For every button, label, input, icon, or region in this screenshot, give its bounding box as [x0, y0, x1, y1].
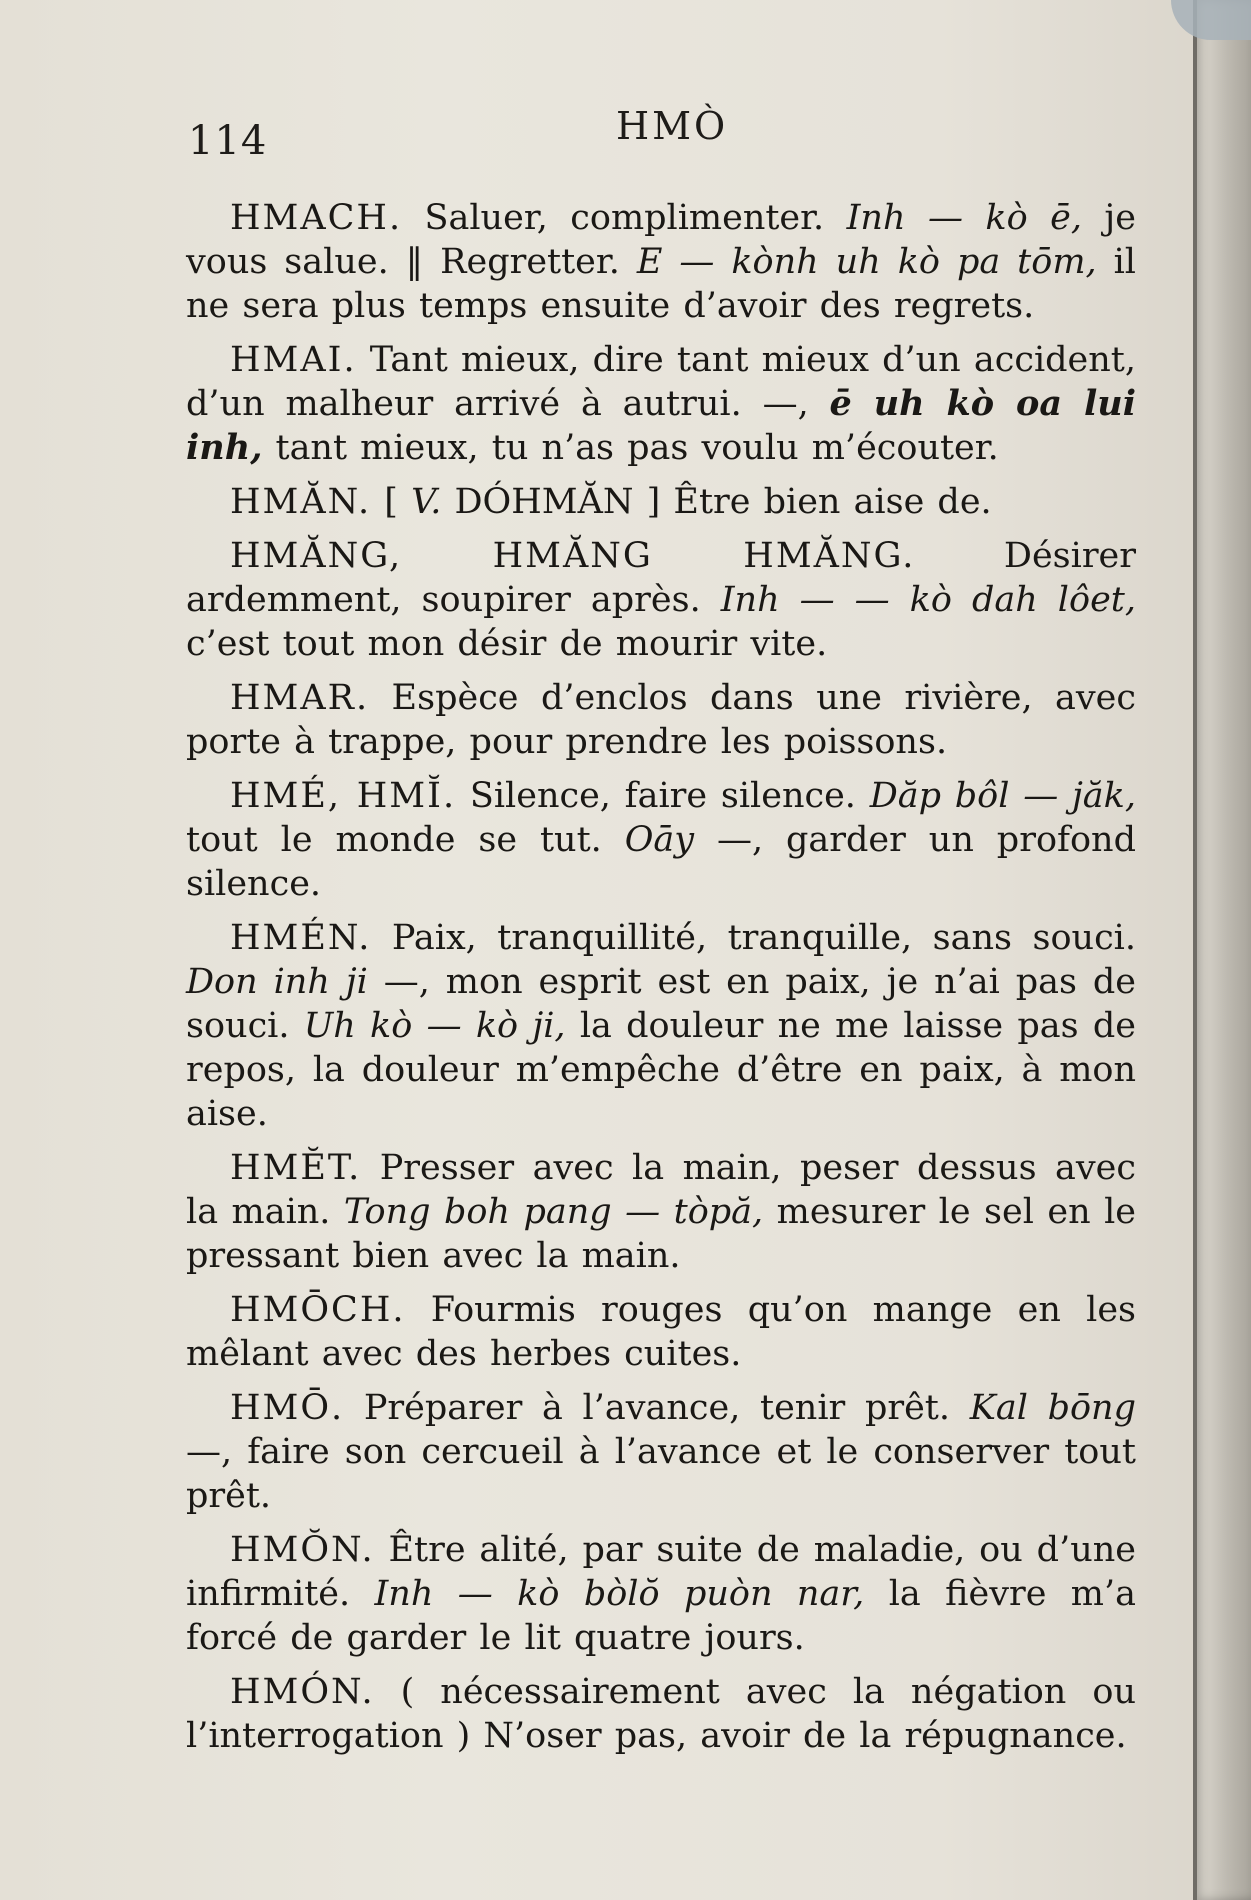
dictionary-entry — [186, 480, 1136, 524]
entry-example-text: Inh — kò ē, — [846, 198, 1082, 238]
entry-example-text: Uh kò — kò ji, — [303, 1006, 566, 1046]
entry-definition-text: Paix, tranquillité, tranquille, sans souci. — [371, 918, 1136, 958]
entry-headword: HMAI. — [230, 340, 357, 380]
entry-definition-text: la fièvre m’a forcé de garder le lit quatre jours. — [186, 1574, 1136, 1658]
entry-definition-text: tout le monde se tut. — [186, 820, 625, 860]
entry-definition-text: —, faire son cercueil à l’avance et le conserver tout prêt. — [186, 1432, 1136, 1516]
entry-definition-text: tant mieux, tu n’as pas voulu m’écouter. — [262, 428, 999, 468]
entry-headword: HMŎN. — [230, 1530, 375, 1570]
entry-definition-text: DÓHMĂN ] Être bien aise de. — [441, 482, 992, 522]
entry-headword: HMĂN. — [230, 482, 372, 522]
entry-example-text: Tong boh pang — tòpă, — [343, 1192, 764, 1232]
entry-definition-text: la douleur ne me laisse pas de repos, la douleur m’empêche d’être en paix, à mon aise. — [186, 1006, 1136, 1134]
dictionary-entry — [186, 676, 1136, 764]
dictionary-entry — [186, 1528, 1136, 1660]
entry-definition-text: Être alité, par suite de maladie, ou d’une infirmité. — [186, 1530, 1136, 1614]
dictionary-entry — [186, 1288, 1136, 1376]
page-number: 114 — [188, 118, 268, 164]
dictionary-entry — [186, 774, 1136, 906]
entry-example-text: Inh — kò bòlŏ puòn nar, — [374, 1574, 865, 1614]
dictionary-entry — [186, 196, 1136, 328]
book-fore-edge — [1193, 0, 1251, 1900]
entry-headword: HMÉN. — [230, 918, 372, 958]
dictionary-entry — [186, 1670, 1136, 1758]
entry-definition-text: je vous salue. ‖ Regretter. — [186, 198, 1136, 282]
entry-definition-text: —, mon esprit est en paix, je n’ai pas de souci. — [186, 962, 1137, 1046]
entry-definition-text: mesurer le sel en le pressant bien avec la main. — [186, 1192, 1136, 1276]
entry-definition-text: Saluer, complimenter. — [402, 198, 847, 238]
entry-headword: HMAR. — [230, 678, 370, 718]
entry-definition-text: Silence, faire silence. — [456, 776, 870, 816]
entry-headword: HMŌ. — [230, 1388, 345, 1428]
entry-headword: HMACH. — [230, 198, 403, 238]
entry-definition-text: —, garder un profond silence. — [186, 820, 1136, 904]
dictionary-entry — [186, 338, 1136, 470]
entry-example-text: Oāy — [624, 820, 695, 860]
entry-example-text: Inh — — kò dah lôet, — [720, 580, 1136, 620]
entry-example-text: ē uh kò oa lui inh, — [186, 383, 1136, 468]
entry-definition-text: [ — [371, 482, 412, 522]
running-head: HMÒ — [616, 104, 729, 148]
entry-definition-text: ( nécessairement avec la négation ou l’interrogation ) N’oser pas, avoir de la répugnance. — [186, 1672, 1136, 1756]
entry-example-text: E — kònh uh kò pa tōm, — [636, 242, 1097, 282]
dictionary-entry — [186, 1386, 1136, 1518]
dictionary-entry — [186, 534, 1136, 666]
entry-example-text: Dăp bôl — jăk, — [869, 776, 1136, 816]
entry-definition-text: Espèce d’enclos dans une rivière, avec porte à trappe, pour prendre les poissons. — [186, 678, 1136, 762]
dictionary-entry — [186, 916, 1136, 1136]
entry-headword: HMÓN. — [230, 1672, 375, 1712]
entry-definition-text: il ne sera plus temps ensuite d’avoir des regrets. — [186, 242, 1136, 326]
dictionary-entry — [186, 1146, 1136, 1278]
entry-headword: HMĔT. — [230, 1148, 362, 1188]
entry-example-text: Kal bōng — [969, 1388, 1136, 1428]
entry-example-text: V. — [411, 482, 442, 522]
entry-headword: HMĂNG, HMĂNG HMĂNG. — [230, 536, 916, 576]
dictionary-entries — [186, 196, 1136, 1768]
entry-headword: HMŌCH. — [230, 1290, 406, 1330]
entry-definition-text: c’est tout mon désir de mourir vite. — [186, 624, 828, 664]
entry-definition-text: Désirer ardemment, soupirer après. — [186, 536, 1137, 620]
entry-headword: HMÉ, HMĬ. — [230, 776, 457, 816]
entry-definition-text: Fourmis rouges qu’on mange en les mêlant avec des herbes cuites. — [186, 1290, 1136, 1374]
entry-definition-text: Tant mieux, dire tant mieux d’un accident, d’un malheur arrivé à autrui. —, — [186, 340, 1136, 424]
entry-definition-text: Préparer à l’avance, tenir prêt. — [344, 1388, 970, 1428]
entry-definition-text: Presser avec la main, peser dessus avec la main. — [186, 1148, 1136, 1232]
entry-example-text: Don inh ji — [186, 962, 368, 1002]
